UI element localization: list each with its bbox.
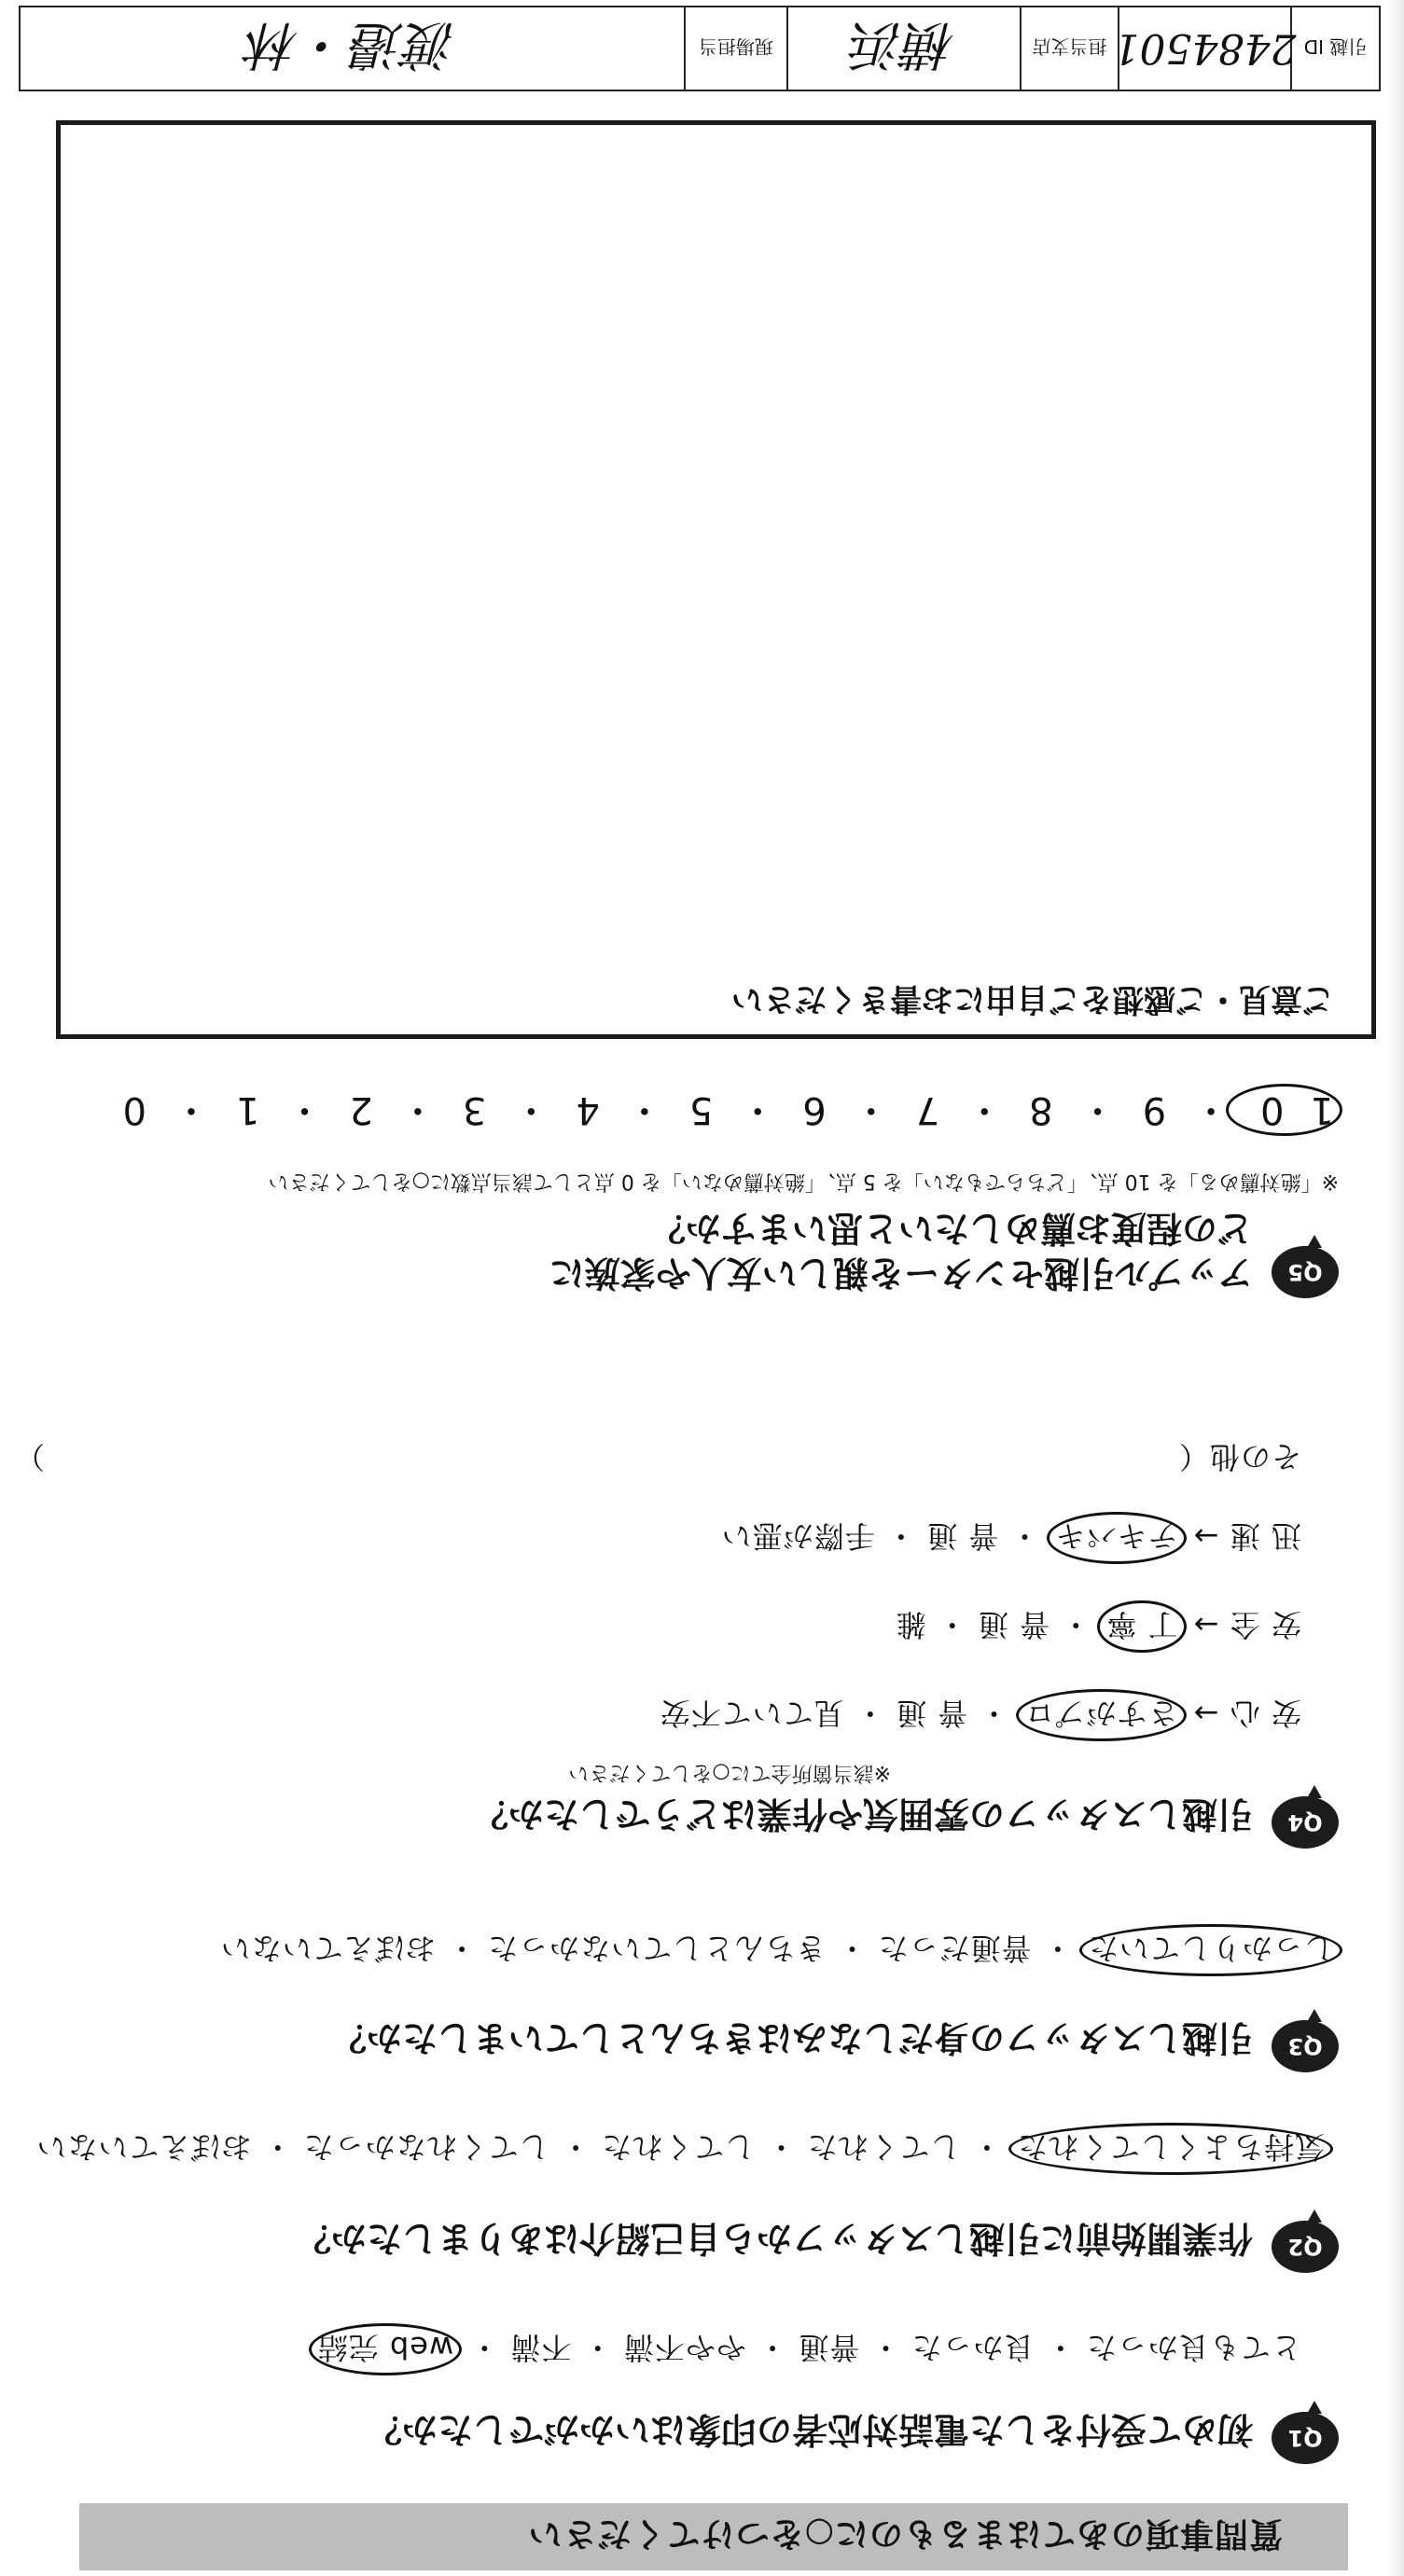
q5-score[interactable]: 8 (1003, 1088, 1053, 1131)
q4-row-label: 迅 速 (1229, 1518, 1301, 1554)
q4-row-label: 安 全 (1229, 1607, 1301, 1642)
q4-option[interactable]: 手際が悪い (720, 1518, 875, 1554)
q5-text-line1: アップル引越センターを親しい友人や家族に (549, 1253, 1253, 1294)
arrow-icon: → (1192, 1518, 1219, 1554)
q1-option[interactable]: 良かった (911, 2330, 1035, 2365)
q4-option[interactable]: 雑 (895, 1607, 926, 1642)
q4-row-anshin[interactable]: 安 心 → さすがプロ ・ 普 通 ・ 見ていて不安 (660, 1694, 1301, 1737)
q4-row-anzen[interactable]: 安 全 → 丁 寧 ・ 普 通 ・ 雑 (896, 1605, 1301, 1648)
arrow-icon: → (1192, 1696, 1219, 1731)
q3-option-selected[interactable]: しっかりしていた (1079, 1924, 1342, 1976)
staff-value-cell[interactable] (21, 7, 684, 90)
q5-score-selected[interactable]: 10 (1226, 1084, 1342, 1136)
branch-label-cell (1020, 7, 1118, 90)
q4-option[interactable]: 普 通 (896, 1696, 968, 1731)
branch-label: 担当支店 (1032, 35, 1107, 59)
q3-option[interactable]: おぼえていない (219, 1931, 436, 1966)
q3-option[interactable]: 普通だった (877, 1931, 1032, 1966)
q2-option[interactable]: してくれなかった (302, 2129, 549, 2165)
q4-option-selected[interactable]: 丁 寧 (1097, 1600, 1186, 1653)
move-id-label-cell (1290, 7, 1379, 90)
q1-option[interactable]: やや不満 (622, 2330, 746, 2365)
q5-score[interactable]: 6 (776, 1088, 827, 1131)
arrow-icon: → (1192, 1607, 1219, 1642)
q5-note: ※「絶対薦める」を 10 点、「どちらでもない」を 5 点、「絶対薦めない」を 0 点として該当点数に○をしてください (268, 1170, 1339, 1193)
id-table (19, 6, 1381, 91)
q2-badge: Q2 (1272, 2221, 1339, 2273)
scan-edge (1387, 0, 1404, 2576)
q4-row-label: 安 心 (1229, 1696, 1301, 1731)
q5-score[interactable]: 1 (210, 1088, 260, 1131)
q4-text: 引越しスタッフの雰囲気や作業はどうでしたか？ (472, 1794, 1253, 1835)
q2-option-selected[interactable]: 気持ちよくしてくれた (1008, 2123, 1333, 2175)
q4-other-close: ） (14, 1439, 46, 1475)
q4-row-jinsoku[interactable]: 迅 速 → テキパキ ・ 普 通 ・ 手際が悪い (721, 1517, 1301, 1559)
q4-badge: Q4 (1272, 1796, 1339, 1849)
branch-value[interactable]: 横浜 (852, 14, 956, 75)
q4-option[interactable]: 普 通 (926, 1518, 999, 1554)
q5-text-line2: どの程度お薦めしたいと思いますか？ (649, 1208, 1253, 1249)
q4-option[interactable]: 普 通 (977, 1607, 1050, 1642)
q3-options[interactable]: しっかりしていた ・ 普通だった ・ きちんとしていなかった ・ おぼえていない (220, 1929, 1339, 1972)
q4-option[interactable]: 見ていて不安 (659, 1696, 844, 1731)
q2-text: 作業開始前に引越しスタッフから自己紹介はありましたか？ (295, 2218, 1253, 2259)
q1-option[interactable]: 不満 (509, 2330, 572, 2365)
question-4 (14, 1439, 1339, 1849)
q2-option[interactable]: してくれた (601, 2129, 756, 2165)
q5-score[interactable]: 3 (436, 1088, 487, 1131)
question-2 (35, 2129, 1339, 2273)
move-id-value[interactable]: 2484501 (1113, 24, 1297, 73)
q5-score[interactable]: 9 (1116, 1088, 1167, 1131)
q4-option-selected[interactable]: さすがプロ (1016, 1689, 1187, 1741)
q2-option[interactable]: してくれた (806, 2129, 961, 2165)
q1-badge: Q1 (1272, 2412, 1339, 2464)
q5-score[interactable]: 0 (96, 1088, 147, 1131)
q1-text: 初めて受付をした電話対応者の印象はいかがでしたか？ (366, 2409, 1253, 2450)
move-id-label: 引越 ID (1303, 35, 1368, 59)
q4-option-selected[interactable]: テキパキ (1047, 1512, 1187, 1564)
q4-other-label: その他（ (1177, 1439, 1301, 1475)
q5-scale[interactable]: 10・9・8・7・6・5・4・3・2・1・0 (97, 1087, 1339, 1140)
instructions-band (79, 2503, 1348, 2570)
q3-text: 引越しスタッフの身だしなみはきちんとしていましたか？ (330, 2017, 1253, 2058)
q1-option[interactable]: 普通 (798, 2330, 860, 2365)
q1-options[interactable]: とても良かった ・ 良かった ・ 普通 ・ やや不満 ・ 不満 ・ web 完結 (313, 2328, 1301, 2371)
q5-score[interactable]: 7 (889, 1088, 940, 1131)
instructions-text: 質問事項のあてはまるものに○をつけてください (527, 2514, 1283, 2554)
comments-box[interactable] (56, 120, 1376, 1039)
comments-label: ご意見・ご感想をご自由にお書きください (731, 980, 1334, 1018)
q5-score[interactable]: 5 (662, 1088, 714, 1131)
q2-option[interactable]: おぼえていない (35, 2129, 252, 2165)
move-id-value-cell[interactable] (1113, 7, 1297, 90)
branch-value-cell[interactable] (786, 7, 1020, 90)
q3-option[interactable]: きちんとしていなかった (487, 1931, 827, 1966)
comments-field[interactable] (79, 144, 1353, 969)
q3-badge: Q3 (1272, 2020, 1339, 2072)
question-3 (61, 1932, 1339, 2072)
q5-badge: Q5 (1272, 1246, 1339, 1298)
q1-option[interactable]: とても良かった (1085, 2330, 1301, 2365)
q4-note: ※該当箇所全てに○をしてください (568, 1761, 891, 1784)
q2-options[interactable]: 気持ちよくしてくれた ・ してくれた ・ してくれた ・ してくれなかった ・ おぼえていない (35, 2127, 1329, 2170)
q1-option-selected[interactable]: web 完結 (309, 2323, 462, 2375)
q4-other[interactable] (14, 1437, 1301, 1480)
question-1 (61, 2330, 1339, 2464)
q5-score[interactable]: 4 (549, 1088, 600, 1131)
staff-label: 現場担当 (699, 35, 773, 59)
q5-score[interactable]: 2 (323, 1088, 373, 1131)
staff-value[interactable]: 渡邉・林 (247, 14, 457, 75)
staff-label-cell (684, 7, 786, 90)
